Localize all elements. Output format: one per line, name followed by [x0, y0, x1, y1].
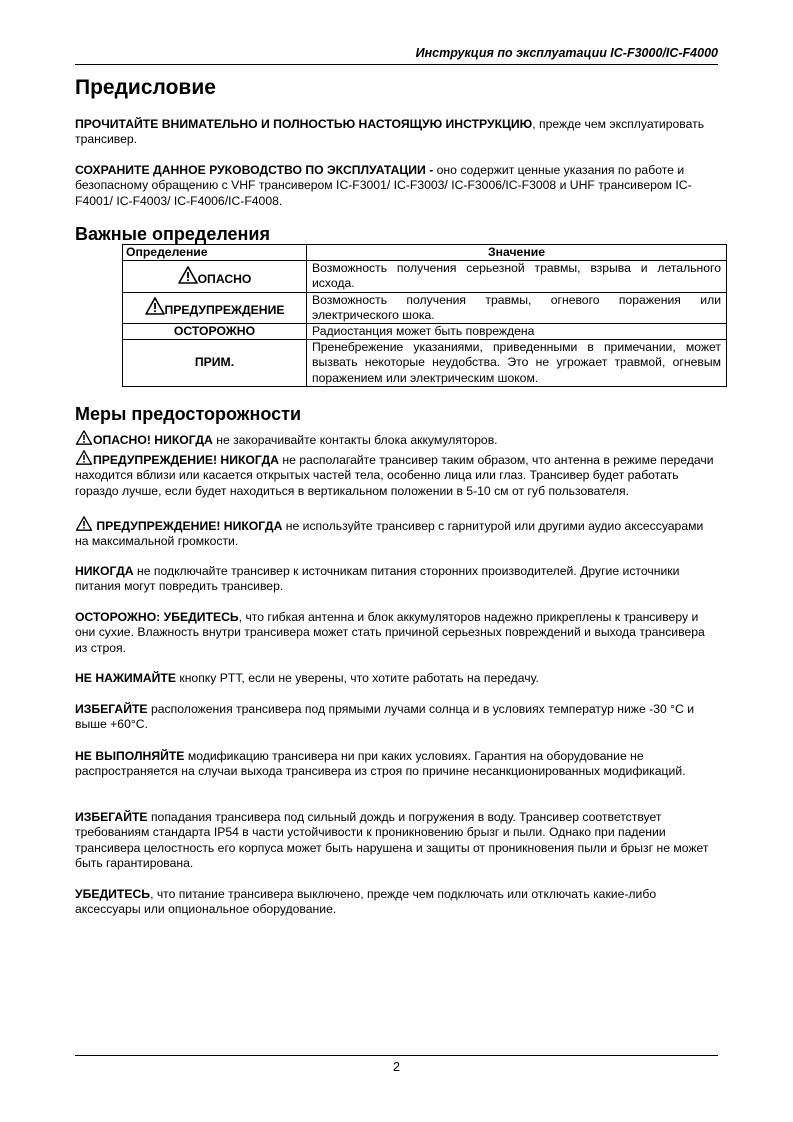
definitions-table: [122, 244, 727, 387]
precaution-keyword: НЕ ВЫПОЛНЯЙТЕ: [75, 749, 185, 763]
precaution-keyword: ИЗБЕГАЙТЕ: [75, 702, 148, 716]
precaution-keyword: НЕ НАЖИМАЙТЕ: [75, 671, 176, 685]
meaning-cell: Возможность получения травмы, огневого поражения или электрического шока.: [307, 292, 727, 323]
precaution-text: модификацию трансивера ни при каких условиях. Гарантия на оборудование не распространяется на случаи выхода трансивера из строя по причине несанкционированных модификаций.: [75, 749, 686, 779]
meaning-cell: Пренебрежение указаниями, приведенными в примечании, может вызвать некоторые неудобства. Это не угрожает травмой, огневым поражением или электрическим шоком.: [307, 340, 727, 387]
intro-1-bold: ПРОЧИТАЙТЕ ВНИМАТЕЛЬНО И ПОЛНОСТЬЮ НАСТОЯЩУЮ ИНСТРУКЦИЮ: [75, 117, 533, 131]
precaution-item: [75, 610, 718, 656]
term-text: ПРЕДУПРЕЖДЕНИЕ: [164, 303, 285, 318]
precaution-text: не закорачивайте контакты блока аккумуляторов.: [212, 433, 498, 447]
term-cell: ОСТОРОЖНО: [123, 324, 307, 340]
footer-rule: [75, 1055, 718, 1056]
intro-paragraph-2: [75, 163, 718, 209]
precaution-item: [75, 450, 718, 499]
page-number: 2: [393, 1060, 400, 1074]
intro-1-text: , прежде чем эксплуатировать трансивер.: [75, 117, 705, 147]
meaning-cell: Возможность получения серьезной травмы, взрыва и летального исхода.: [307, 261, 727, 292]
definitions-heading: Важные определения: [75, 224, 270, 244]
warning-triangle-icon: [75, 430, 93, 445]
precaution-text: расположения трансивера под прямыми лучами солнца и в условиях температур ниже -30 °C и выше +60°C.: [75, 702, 694, 732]
running-title: Инструкция по эксплуатации IC-F3000/IC-F4000: [415, 46, 718, 60]
term-cell: [123, 292, 307, 323]
precaution-text: , что гибкая антенна и блок аккумуляторов надежно прикреплены к трансиверу и они сухие. Влажность внутри трансивера может стать причиной серьезных повреждений и выхода трансивера из строя.: [75, 610, 705, 655]
precaution-keyword: ИЗБЕГАЙТЕ: [75, 810, 148, 824]
precaution-keyword: УБЕДИТЕСЬ: [75, 887, 151, 901]
warning-triangle-icon: [178, 266, 198, 284]
term-text: ОПАСНО: [197, 271, 252, 286]
page-title: Предисловие: [75, 76, 216, 99]
term-cell: ПРИМ.: [123, 340, 307, 387]
column-header-term: Определение: [123, 245, 307, 261]
precaution-text: не используйте трансивер с гарнитурой или другими аудио аксессуарами на максимальной громкости.: [75, 519, 704, 549]
table-row: [123, 292, 727, 323]
warning-triangle-icon: [75, 516, 93, 531]
precaution-item: [75, 702, 718, 733]
precaution-text: не располагайте трансивер таким образом, что антенна в режиме передачи находится вблизи или касается открытых частей тела, особенно лица или глаз. Трансивер будет работать гораздо лучше, если будет находиться в вертикальном положении в 5-10 см от губ пользователя.: [75, 453, 714, 498]
precaution-keyword: ПРЕДУПРЕЖДЕНИЕ! НИКОГДА: [96, 519, 283, 533]
table-row: [123, 261, 727, 292]
precaution-text: попадания трансивера под сильный дождь и погружения в воду. Трансивер соответствует требованиям стандарта IP54 в части устойчивости к проникновению брызг и пыли. Однако при падении трансивера целостность его корпуса может быть нарушена и защиты от проникновения пыли и брызг не может быть гарантирована.: [75, 810, 709, 870]
warning-triangle-icon: [75, 450, 93, 465]
intro-2-text: оно содержит ценные указания по работе и безопасному обращению с VHF трансивером IC-F3001/ IC-F3003/ IC-F3006/IC-F3008 и UHF трансивером IC-F4001/ IC-F4003/ IC-F4006/IC-F4008.: [75, 163, 692, 208]
term-cell: [123, 261, 307, 292]
precaution-keyword: ПРЕДУПРЕЖДЕНИЕ! НИКОГДА: [93, 453, 279, 467]
intro-2-bold: СОХРАНИТЕ ДАННОЕ РУКОВОДСТВО ПО ЭКСПЛУАТАЦИИ -: [75, 163, 434, 177]
precaution-keyword: ОСТОРОЖНО: УБЕДИТЕСЬ: [75, 610, 239, 624]
precaution-text: , что питание трансивера выключено, прежде чем подключать или отключать какие-либо аксессуары или опциональное оборудование.: [75, 887, 657, 917]
precaution-item: [75, 564, 718, 595]
intro-paragraph-1: [75, 117, 718, 148]
table-row: [123, 340, 727, 387]
precaution-text: кнопку PTT, если не уверены, что хотите работать на передачу.: [175, 671, 539, 685]
precaution-keyword: НИКОГДА: [75, 564, 134, 578]
meaning-cell: Радиостанция может быть повреждена: [307, 324, 727, 340]
precautions-heading: Меры предосторожности: [75, 404, 302, 424]
precaution-text: не подключайте трансивер к источникам питания сторонних производителей. Другие источники питания могут повредить трансивер.: [75, 564, 680, 594]
definitions-header-row: [123, 245, 727, 261]
precaution-item: [75, 516, 718, 550]
warning-triangle-icon: [145, 297, 165, 315]
precaution-item: [75, 749, 718, 780]
precaution-item: [75, 810, 718, 871]
precaution-keyword: ОПАСНО! НИКОГДА: [93, 433, 213, 447]
precaution-item: [75, 671, 718, 686]
header-rule: [75, 44, 718, 65]
column-header-meaning: Значение: [307, 245, 727, 261]
table-row: [123, 324, 727, 340]
precaution-item: [75, 887, 718, 918]
precaution-item: [75, 430, 718, 448]
